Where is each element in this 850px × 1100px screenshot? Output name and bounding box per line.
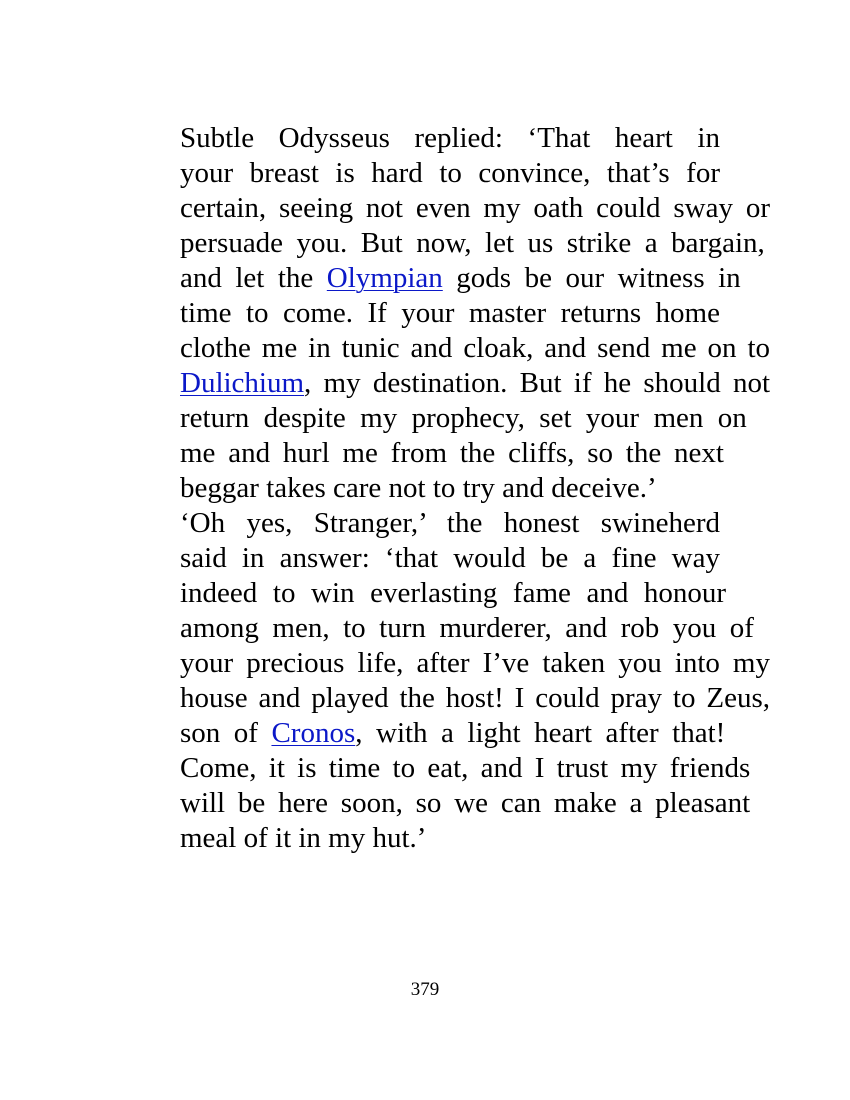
text-span: indeed to win everlasting fame and honour	[180, 577, 727, 609]
text-line	[130, 121, 720, 156]
text-span: beggar takes care not to try and deceive.’	[180, 472, 657, 504]
text-span: meal of it in my hut.’	[180, 822, 427, 854]
text-span: Subtle Odysseus replied: ‘That heart in	[180, 122, 720, 154]
text-line	[130, 821, 720, 856]
paragraph	[130, 506, 770, 856]
hyperlink-olympian[interactable]: Olympian	[326, 262, 443, 294]
text-span: your breast is hard to convince, that’s for	[180, 157, 720, 189]
text-span: time to come. If your master returns home	[180, 297, 720, 329]
text-line	[130, 226, 765, 261]
text-span: house and played the host! I could pray to Zeus,	[180, 682, 770, 714]
text-line	[130, 471, 720, 506]
text-line	[130, 296, 720, 331]
text-line	[130, 191, 770, 226]
hyperlink-cronos[interactable]: Cronos	[271, 717, 356, 749]
text-span: Come, it is time to eat, and I trust my friends	[180, 752, 751, 784]
text-span: persuade you. But now, let us strike a bargain,	[180, 227, 765, 259]
text-span: me and hurl me from the cliffs, so the next	[180, 437, 724, 469]
text-span: clothe me in tunic and cloak, and send me on to	[180, 332, 770, 364]
hyperlink-dulichium[interactable]: Dulichium	[180, 367, 305, 399]
text-span: return despite my prophecy, set your men on	[180, 402, 747, 434]
text-line	[130, 786, 751, 821]
paragraph	[130, 121, 770, 506]
text-line	[130, 401, 747, 436]
text-line	[130, 716, 726, 751]
page-number: 379	[410, 979, 440, 1000]
text-span: among men, to turn murderer, and rob you of	[180, 612, 754, 644]
text-span: , my destination. But if he should not	[304, 367, 770, 399]
text-line	[130, 576, 727, 611]
text-line	[130, 751, 751, 786]
text-span: certain, seeing not even my oath could sway or	[180, 192, 770, 224]
text-span: , with a light heart after that!	[355, 717, 726, 749]
text-span: said in answer: ‘that would be a fine way	[180, 542, 720, 574]
text-span: gods be our witness in	[442, 262, 741, 294]
text-span: ‘Oh yes, Stranger,’ the honest swineherd	[180, 507, 720, 539]
text-line	[130, 156, 720, 191]
text-line	[130, 646, 770, 681]
text-line	[130, 436, 724, 471]
body-text	[130, 121, 770, 856]
text-line	[130, 541, 720, 576]
text-line	[130, 261, 741, 296]
text-line	[130, 366, 770, 401]
text-line	[130, 506, 720, 541]
text-span: will be here soon, so we can make a pleasant	[180, 787, 751, 819]
text-line	[130, 331, 770, 366]
text-span: son of	[180, 717, 272, 749]
text-span: and let the	[180, 262, 327, 294]
text-span: your precious life, after I’ve taken you into my	[180, 647, 770, 679]
text-line	[130, 681, 770, 716]
text-line	[130, 611, 754, 646]
